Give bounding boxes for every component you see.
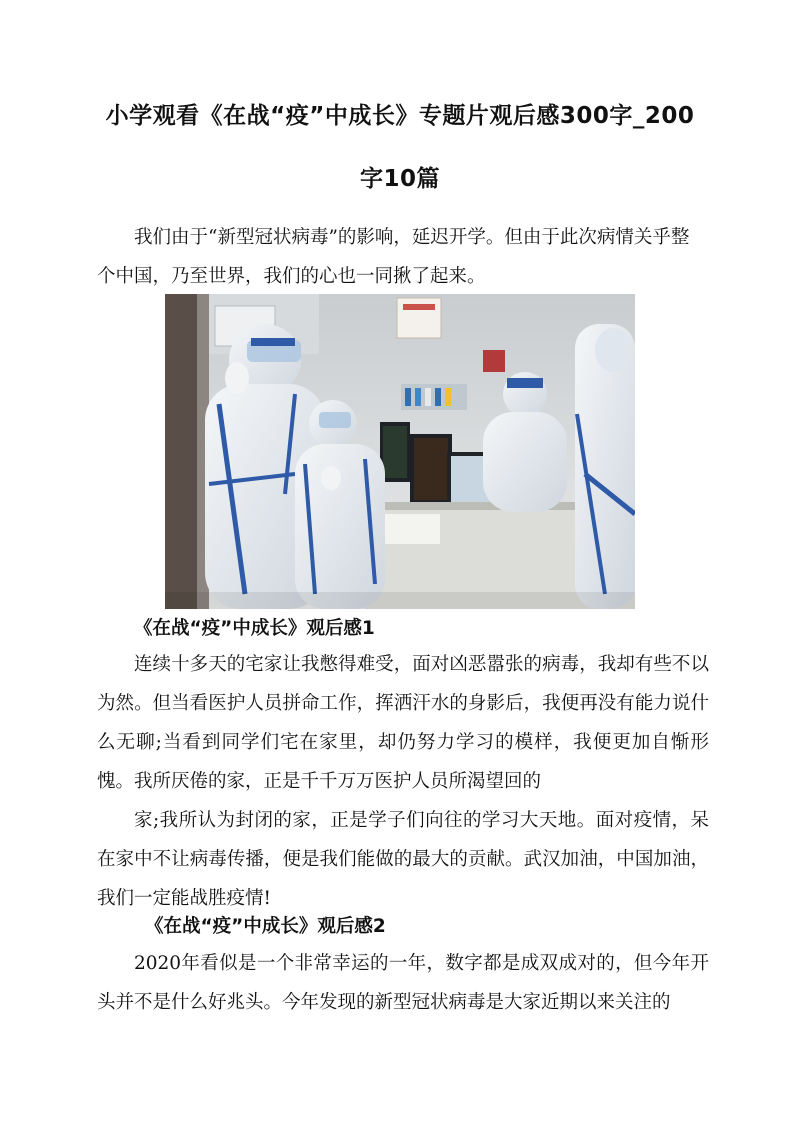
intro-line1: 我们由于“新型冠状病毒”的影响，延迟开学。但由于此次病情关乎整 bbox=[134, 227, 690, 248]
medical-staff-photo bbox=[165, 294, 635, 609]
section1-heading: 《在战“疫”中成长》观后感1 bbox=[134, 618, 375, 639]
intro-line2: 个中国，乃至世界，我们的心也一同揪了起来。 bbox=[97, 266, 486, 287]
section1-paragraph1: 连续十多天的宅家让我憋得难受，面对凶恶嚣张的病毒，我却有些不以为然。但当看医护人员拼命工作，挥洒汗水的身影后，我便再没有能力说什么无聊;当看到同学们宅在家里，却仍努力学习的模样，我便更加自惭形愧。我所厌倦的家，正是千千万万医护人员所渴望回的 bbox=[97, 654, 709, 792]
section1-paragraph2: 家;我所认为封闭的家，正是学子们向往的学习大天地。面对疫情，呆在家中不让病毒传播，便是我们能做的最大的贡献。武汉加油，中国加油，我们一定能战胜疫情! bbox=[97, 810, 709, 909]
document-title-line1: 小学观看《在战“疫”中成长》专题片观后感300字_200 bbox=[105, 103, 695, 129]
document-title-line2: 字10篇 bbox=[359, 166, 440, 192]
section2-paragraph1: 2020年看似是一个非常幸运的一年，数字都是成双成对的，但今年开头并不是什么好兆头。今年发现的新型冠状病毒是大家近期以来关注的 bbox=[97, 953, 709, 1013]
section2-heading: 《在战“疫”中成长》观后感2 bbox=[145, 916, 386, 937]
